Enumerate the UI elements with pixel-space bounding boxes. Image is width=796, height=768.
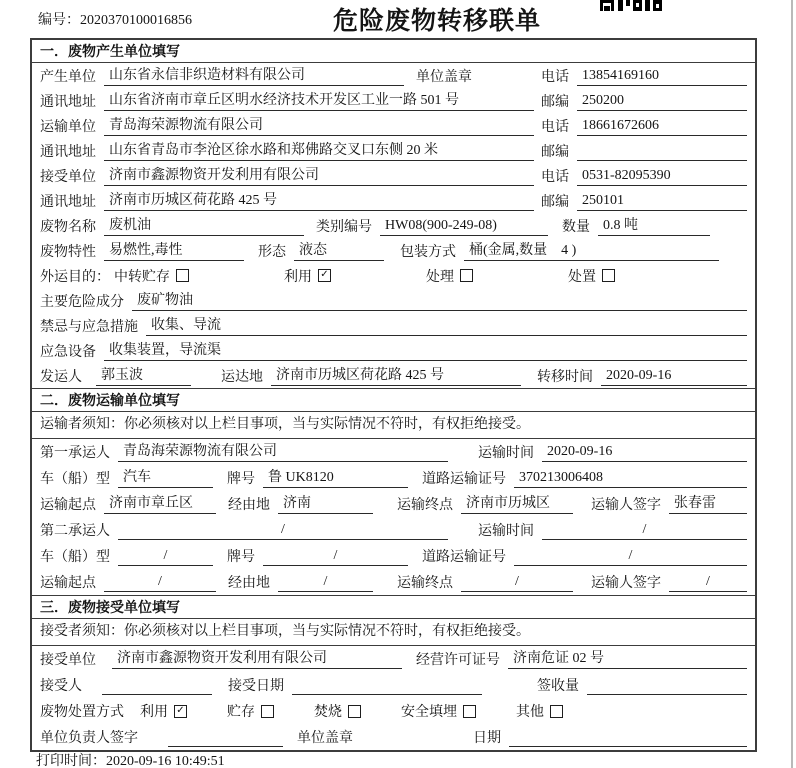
transporter-phone-label: 电话 <box>541 119 569 135</box>
accept-date-value <box>292 675 482 695</box>
sign-date-value <box>509 727 747 747</box>
vehicle1-plate-label: 牌号 <box>227 472 255 487</box>
treat-checkbox <box>460 269 473 282</box>
disposal-option-incinerate <box>314 701 361 721</box>
destination-label: 运达地 <box>221 369 263 385</box>
transporter-zip-value <box>577 141 747 161</box>
waste-qty-label: 数量 <box>562 219 590 235</box>
route2-sign-value: / <box>669 572 747 592</box>
route2-sign-label: 运输人签字 <box>591 576 661 591</box>
vehicle2-type-value: / <box>118 546 213 566</box>
signed-qty-label: 签收量 <box>537 679 579 694</box>
purpose-option-treat <box>426 266 473 286</box>
carrier1-value: 青岛海荣源物流有限公司 <box>118 442 448 462</box>
carrier2-row <box>32 517 755 543</box>
disposal-landfill-checkbox <box>463 705 476 718</box>
print-time-value: 2020-09-16 10:49:51 <box>106 754 225 768</box>
emergency-equipment-value: 收集装置，导流渠 <box>104 341 747 361</box>
waste-props-row <box>32 238 755 263</box>
disposal-option-label: 焚烧 <box>314 705 342 720</box>
unit-stamp-label: 单位盖章 <box>416 69 472 85</box>
vehicle1-row <box>32 465 755 491</box>
serial-label: 编号： <box>38 13 80 28</box>
producer-zip-value: 250200 <box>577 91 747 111</box>
vehicle1-type-value: 汽车 <box>118 468 213 488</box>
route1-sign-label: 运输人签字 <box>591 498 661 513</box>
waste-props-value: 易燃性,毒性 <box>104 241 244 261</box>
transporter-phone-value: 18661672606 <box>577 116 747 136</box>
route1-end-label: 运输终点 <box>397 498 453 513</box>
qr-code-fragment <box>600 0 662 11</box>
page-title: 危险废物转移联单 <box>333 7 542 35</box>
receiver-zip-label: 邮编 <box>541 194 569 210</box>
waste-name-value: 废机油 <box>104 216 304 236</box>
disposal-utilize-checkbox: ✓ <box>174 705 187 718</box>
section-transport <box>32 388 755 595</box>
purpose-label: 外运目的： <box>40 269 110 285</box>
vehicle2-plate-value: / <box>263 546 408 566</box>
route2-end-label: 运输终点 <box>397 576 453 591</box>
purpose-option-transfer-storage <box>114 266 189 286</box>
disposal-method-label: 废物处置方式 <box>40 705 124 720</box>
manifest-form <box>30 38 757 752</box>
disposal-option-store <box>227 701 274 721</box>
receiver-address-label: 通讯地址 <box>40 194 96 210</box>
waste-form-value: 液态 <box>294 241 384 261</box>
receiver-row <box>32 163 755 188</box>
transport-notice: 运输者须知：你必须核对以上栏目事项，当与实际情况不符时，有权拒绝接受。 <box>32 412 755 439</box>
receiver-zip-value: 250101 <box>577 191 747 211</box>
vehicle2-plate-label: 牌号 <box>227 550 255 565</box>
dispatcher-label: 发运人 <box>40 369 82 385</box>
disposal-option-label: 安全填埋 <box>401 705 457 720</box>
taboo-label: 禁忌与应急措施 <box>40 319 138 335</box>
receiver-phone-label: 电话 <box>541 169 569 185</box>
producer-value: 山东省永信非织造材料有限公司 <box>104 66 404 86</box>
carrier1-label: 第一承运人 <box>40 446 110 461</box>
receiver-notice: 接受者须知：你必须核对以上栏目事项，当与实际情况不符时，有权拒绝接受。 <box>32 619 755 646</box>
unit-stamp2-label: 单位盖章 <box>297 731 353 746</box>
purpose-option-label: 利用 <box>284 269 312 285</box>
carrier1-time-value: 2020-09-16 <box>542 442 747 462</box>
route1-via-value: 济南 <box>278 494 373 514</box>
waste-name-label: 废物名称 <box>40 219 96 235</box>
disposal-method-row <box>32 698 755 724</box>
route1-start-value: 济南市章丘区 <box>104 494 216 514</box>
operating-license-value: 济南危证 02 号 <box>508 649 747 669</box>
section-receiver-title: 三．废物接受单位填写 <box>32 596 755 619</box>
disposal-incinerate-checkbox <box>348 705 361 718</box>
vehicle2-type-label: 车（船）型 <box>40 550 110 565</box>
purpose-option-dispose <box>568 266 615 286</box>
transporter-value: 青岛海荣源物流有限公司 <box>104 116 534 136</box>
waste-form-label: 形态 <box>258 244 286 260</box>
print-time-label: 打印时间： <box>36 754 106 768</box>
dispose-checkbox <box>602 269 615 282</box>
responsible-sign-value <box>168 727 283 747</box>
operating-license-label: 经营许可证号 <box>416 653 500 668</box>
producer-address-row <box>32 88 755 113</box>
destination-value: 济南市历城区荷花路 425 号 <box>271 366 521 386</box>
emergency-equipment-label: 应急设备 <box>40 344 96 360</box>
transporter-zip-label: 邮编 <box>541 144 569 160</box>
packing-label: 包装方式 <box>400 244 456 260</box>
disposal-option-label: 贮存 <box>227 705 255 720</box>
vehicle1-license-value: 370213006408 <box>514 468 747 488</box>
section-transport-title: 二．废物运输单位填写 <box>32 389 755 412</box>
waste-category-label: 类别编号 <box>316 219 372 235</box>
hazard-row <box>32 288 755 313</box>
route1-row <box>32 491 755 517</box>
producer-zip-label: 邮编 <box>541 94 569 110</box>
vehicle2-license-value: / <box>514 546 747 566</box>
route2-end-value: / <box>461 572 573 592</box>
responsible-sign-label: 单位负责人签字 <box>40 731 138 746</box>
disposal-option-other <box>516 701 563 721</box>
emergency-equipment-row <box>32 338 755 363</box>
producer-address-label: 通讯地址 <box>40 94 96 110</box>
transporter-address-value: 山东省青岛市李沧区徐水路和郑佛路交叉口东侧 20 米 <box>104 141 534 161</box>
signed-qty-value <box>587 675 747 695</box>
sign-date-label: 日期 <box>473 731 501 746</box>
transporter-address-label: 通讯地址 <box>40 144 96 160</box>
accept-unit-label: 接受单位 <box>40 653 96 668</box>
vehicle1-type-label: 车（船）型 <box>40 472 110 487</box>
print-time-line <box>36 750 225 768</box>
vehicle2-license-label: 道路运输证号 <box>422 550 506 565</box>
accept-person-label: 接受人 <box>40 679 82 694</box>
waste-props-label: 废物特性 <box>40 244 96 260</box>
receiver-phone-value: 0531-82095390 <box>577 166 747 186</box>
scan-edge-artifact <box>791 0 793 768</box>
transporter-label: 运输单位 <box>40 119 96 135</box>
carrier1-time-label: 运输时间 <box>478 446 534 461</box>
disposal-option-landfill <box>401 701 476 721</box>
utilize-checkbox: ✓ <box>318 269 331 282</box>
transfer-storage-checkbox <box>176 269 189 282</box>
waste-category-value: HW08(900-249-08) <box>380 216 548 236</box>
receiver-value: 济南市鑫源物资开发利用有限公司 <box>104 166 534 186</box>
taboo-row <box>32 313 755 338</box>
producer-label: 产生单位 <box>40 69 96 85</box>
section-receiver <box>32 595 755 750</box>
receiver-label: 接受单位 <box>40 169 96 185</box>
receiver-address-row <box>32 188 755 213</box>
route1-end-value: 济南市历城区 <box>461 494 573 514</box>
carrier2-value: / <box>118 520 448 540</box>
vehicle1-plate-value: 鲁 UK8120 <box>263 468 408 488</box>
transfer-time-value: 2020-09-16 <box>601 366 747 386</box>
accept-unit-value: 济南市鑫源物资开发利用有限公司 <box>112 649 402 669</box>
carrier2-time-value: / <box>542 520 747 540</box>
route2-via-value: / <box>278 572 373 592</box>
packing-value: 桶(金属,数量 4 ) <box>464 241 719 261</box>
dispatch-row <box>32 363 755 388</box>
route2-via-label: 经由地 <box>228 576 270 591</box>
producer-row <box>32 63 755 88</box>
disposal-option-utilize <box>140 701 187 721</box>
route1-via-label: 经由地 <box>228 498 270 513</box>
route2-row <box>32 569 755 595</box>
vehicle2-row <box>32 543 755 569</box>
section-producer <box>32 40 755 388</box>
responsible-sign-row <box>32 724 755 750</box>
hazard-label: 主要危险成分 <box>40 294 124 310</box>
producer-phone-label: 电话 <box>541 69 569 85</box>
taboo-value: 收集、导流 <box>146 316 747 336</box>
serial-value: 2020370100016856 <box>80 13 192 28</box>
carrier2-label: 第二承运人 <box>40 524 110 539</box>
accept-person-value <box>102 675 212 695</box>
disposal-option-label: 其他 <box>516 705 544 720</box>
accept-person-row <box>32 672 755 698</box>
purpose-option-utilize <box>284 266 331 286</box>
accept-unit-row <box>32 646 755 672</box>
waste-qty-value: 0.8 吨 <box>598 216 710 236</box>
disposal-store-checkbox <box>261 705 274 718</box>
section-producer-title: 一．废物产生单位填写 <box>32 40 755 63</box>
purpose-row <box>32 263 755 288</box>
receiver-address-value: 济南市历城区荷花路 425 号 <box>104 191 534 211</box>
route1-sign-value: 张春雷 <box>669 494 747 514</box>
route2-start-value: / <box>104 572 216 592</box>
transporter-address-row <box>32 138 755 163</box>
producer-phone-value: 13854169160 <box>577 66 747 86</box>
route1-start-label: 运输起点 <box>40 498 96 513</box>
producer-address-value: 山东省济南市章丘区明水经济技术开发区工业一路 501 号 <box>104 91 534 111</box>
transporter-row <box>32 113 755 138</box>
purpose-option-label: 处置 <box>568 269 596 285</box>
accept-date-label: 接受日期 <box>228 679 284 694</box>
waste-name-row <box>32 213 755 238</box>
purpose-option-label: 处理 <box>426 269 454 285</box>
dispatcher-value: 郭玉波 <box>96 366 191 386</box>
carrier1-row <box>32 439 755 465</box>
purpose-option-label: 中转贮存 <box>114 269 170 285</box>
disposal-other-checkbox <box>550 705 563 718</box>
hazard-value: 废矿物油 <box>132 291 747 311</box>
vehicle1-license-label: 道路运输证号 <box>422 472 506 487</box>
transfer-time-label: 转移时间 <box>537 369 593 385</box>
carrier2-time-label: 运输时间 <box>478 524 534 539</box>
disposal-option-label: 利用 <box>140 705 168 720</box>
serial-number-line <box>38 9 192 29</box>
route2-start-label: 运输起点 <box>40 576 96 591</box>
